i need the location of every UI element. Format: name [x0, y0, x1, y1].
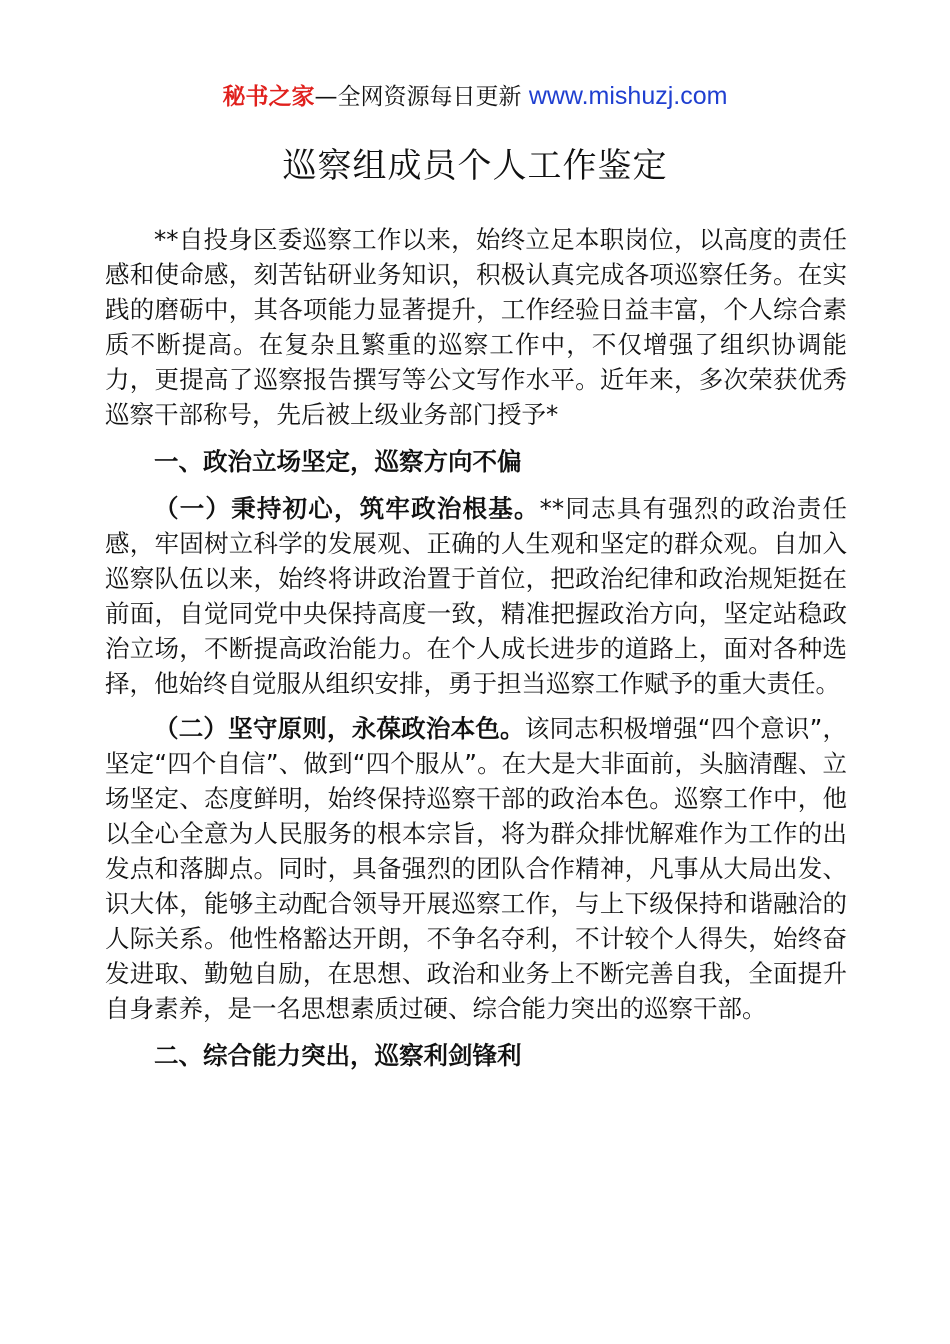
- section-heading-1: 一、政治立场坚定，巡察方向不偏: [154, 447, 522, 476]
- paragraph-1-1: [105, 491, 847, 701]
- paragraph-1-1-text: **同志具有强烈的政治责任感，牢固树立科学的发展观、正确的人生观和坚定的群众观。自加入巡察队伍以来，始终将讲政治置于首位，把政治纪律和政治规矩挺在前面，自觉同党中央保持高度一致，精准把握政治方向，坚定站稳政治立场，不断提高政治能力。在个人成长进步的道路上，面对各种选择，他始终自觉服从组织安排，勇于担当巡察工作赋予的重大责任。: [105, 494, 847, 698]
- site-header: [0, 80, 950, 113]
- site-url-link[interactable]: www.mishuzj.com: [528, 82, 728, 110]
- paragraph-1-2: [105, 711, 847, 1026]
- document-body: [105, 222, 847, 1073]
- site-brand: 秘书之家: [222, 84, 315, 110]
- paragraph-1-2-lead: （二）坚守原则，永葆政治本色。: [154, 714, 525, 743]
- section-heading-2: 二、综合能力突出，巡察利剑锋利: [154, 1041, 522, 1070]
- intro-paragraph: **自投身区委巡察工作以来，始终立足本职岗位，以高度的责任感和使命感，刻苦钻研业务知识，积极认真完成各项巡察任务。在实践的磨砺中，其各项能力显著提升，工作经验日益丰富，个人综合素质不断提高。在复杂且繁重的巡察工作中，不仅增强了组织协调能力，更提高了巡察报告撰写等公文写作水平。近年来，多次荣获优秀巡察干部称号，先后被上级业务部门授予*: [105, 225, 847, 429]
- document-title: 巡察组成员个人工作鉴定: [282, 146, 668, 186]
- paragraph-1-2-text: 该同志积极增强“四个意识”，坚定“四个自信”、做到“四个服从”。在大是大非面前，头脑清醒、立场坚定、态度鲜明，始终保持巡察干部的政治本色。巡察工作中，他以全心全意为人民服务的根本宗旨，将为群众排忧解难作为工作的出发点和落脚点。同时，具备强烈的团队合作精神，凡事从大局出发、识大体，能够主动配合领导开展巡察工作，与上下级保持和谐融洽的人际关系。他性格豁达开朗，不争名夺利，不计较个人得失，始终奋发进取、勤勉自励，在思想、政治和业务上不断完善自我，全面提升自身素养，是一名思想素质过硬、综合能力突出的巡察干部。: [105, 714, 848, 1023]
- paragraph-1-1-lead: （一）秉持初心，筑牢政治根基。: [154, 494, 540, 523]
- site-tagline: —全网资源每日更新: [314, 84, 529, 110]
